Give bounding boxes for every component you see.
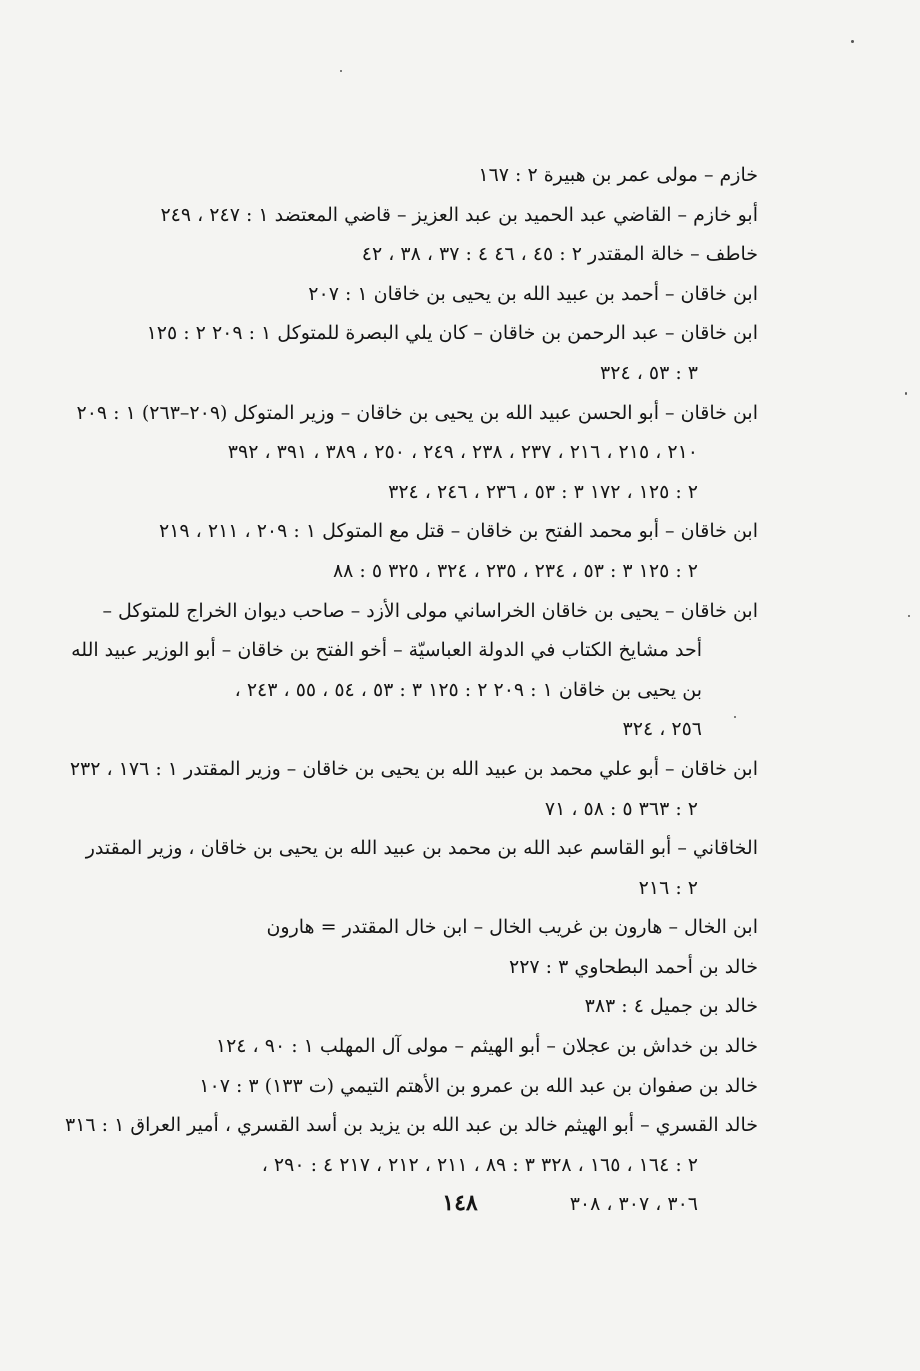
index-entry-continuation: ٢ : ١٢٥ ، ١٧٢ ٣ : ٥٣ ، ٢٣٦ ، ٢٤٦ ، ٣٢٤ — [388, 480, 698, 503]
index-entry: ابن خاقان – أبو محمد الفتح بن خاقان – قتل مع المتوكل ١ : ٢٠٩ ، ٢١١ ، ٢١٩ — [159, 520, 758, 543]
index-entry-continuation: أحد مشايخ الكتاب في الدولة العباسيّة – أخو الفتح بن خاقان – أبو الوزير عبيد الله — [71, 639, 702, 662]
index-entry: ابن خاقان – أبو الحسن عبيد الله بن يحيى بن خاقان – وزير المتوكل (٢٠٩–٢٦٣) ١ : ٢٠٩ — [76, 401, 758, 424]
scan-speck — [340, 70, 342, 72]
index-entry-continuation: ٢ : ٣٦٣ ٥ : ٥٨ ، ٧١ — [544, 797, 698, 820]
scan-speck — [851, 40, 854, 43]
index-entry: خالد بن أحمد البطحاوي ٣ : ٢٢٧ — [508, 955, 758, 978]
index-entry-continuation: ٢ : ١٦٤ ، ١٦٥ ، ٣٢٨ ٣ : ٨٩ ، ٢١١ ، ٢١٢ ، ٢١٧ ٤ : ٢٩٠ ، — [261, 1153, 698, 1176]
index-entry: ابن خاقان – أحمد بن عبيد الله بن يحيى بن خاقان ١ : ٢٠٧ — [308, 282, 758, 305]
page-number: ١٤٨ — [442, 1190, 478, 1216]
scan-speck — [908, 615, 910, 617]
index-entry: ابن الخال – هارون بن غريب الخال – ابن خال المقتدر = هارون — [266, 916, 758, 939]
index-entry: خالد بن خداش بن عجلان – أبو الهيثم – مولى آل المهلب ١ : ٩٠ ، ١٢٤ — [215, 1035, 758, 1058]
index-entry-continuation: بن يحيى بن خاقان ١ : ٢٠٩ ٢ : ١٢٥ ٣ : ٥٣ ، ٥٤ ، ٥٥ ، ٢٤٣ ، — [234, 678, 702, 701]
index-entry-continuation: ٢ : ٢١٦ — [638, 876, 698, 899]
index-entry: خالد بن جميل ٤ : ٣٨٣ — [584, 995, 758, 1018]
index-entry: الخاقاني – أبو القاسم عبد الله بن محمد بن عبيد الله بن يحيى بن خاقان ، وزير المقتدر — [85, 837, 758, 860]
scan-speck — [905, 392, 907, 395]
index-entry: ابن خاقان – عبد الرحمن بن خاقان – كان يلي البصرة للمتوكل ١ : ٢٠٩ ٢ : ١٢٥ — [146, 322, 758, 345]
index-entry-continuation: ٣٠٦ ، ٣٠٧ ، ٣٠٨ — [569, 1193, 698, 1216]
index-entry-continuation: ٢٥٦ ، ٣٢٤ — [622, 718, 702, 741]
index-entry-continuation: ٣ : ٥٣ ، ٣٢٤ — [600, 361, 698, 384]
index-entry: خاطف – خالة المقتدر ٢ : ٤٥ ، ٤٦ ٤ : ٣٧ ، ٣٨ ، ٤٢ — [361, 243, 758, 266]
index-entry: أبو خازم – القاضي عبد الحميد بن عبد العزيز – قاضي المعتضد ١ : ٢٤٧ ، ٢٤٩ — [160, 203, 758, 226]
index-entry: خالد القسري – أبو الهيثم خالد بن عبد الله بن يزيد بن أسد القسري ، أمير العراق ١ : ٣١٦ — [65, 1114, 758, 1137]
index-entry: ابن خاقان – يحيى بن خاقان الخراساني مولى الأزد – صاحب ديوان الخراج للمتوكل – — [102, 599, 758, 622]
index-list — [65, 156, 758, 1225]
index-entry-continuation: ٢ : ١٢٥ ٣ : ٥٣ ، ٢٣٤ ، ٢٣٥ ، ٣٢٤ ، ٣٢٥ ٥ : ٨٨ — [332, 559, 698, 582]
index-entry: ابن خاقان – أبو علي محمد بن عبيد الله بن يحيى بن خاقان – وزير المقتدر ١ : ١٧٦ ، ٢٣٢ — [69, 757, 758, 780]
index-entry: خازم – مولى عمر بن هبيرة ٢ : ١٦٧ — [478, 164, 758, 186]
index-entry-continuation: ٢١٠ ، ٢١٥ ، ٢١٦ ، ٢٣٧ ، ٢٣٨ ، ٢٤٩ ، ٢٥٠ ، ٣٨٩ ، ٣٩١ ، ٣٩٢ — [227, 441, 698, 464]
index-entry: خالد بن صفوان بن عبد الله بن عمرو بن الأهتم التيمي (ت ١٣٣) ٣ : ١٠٧ — [199, 1074, 758, 1097]
